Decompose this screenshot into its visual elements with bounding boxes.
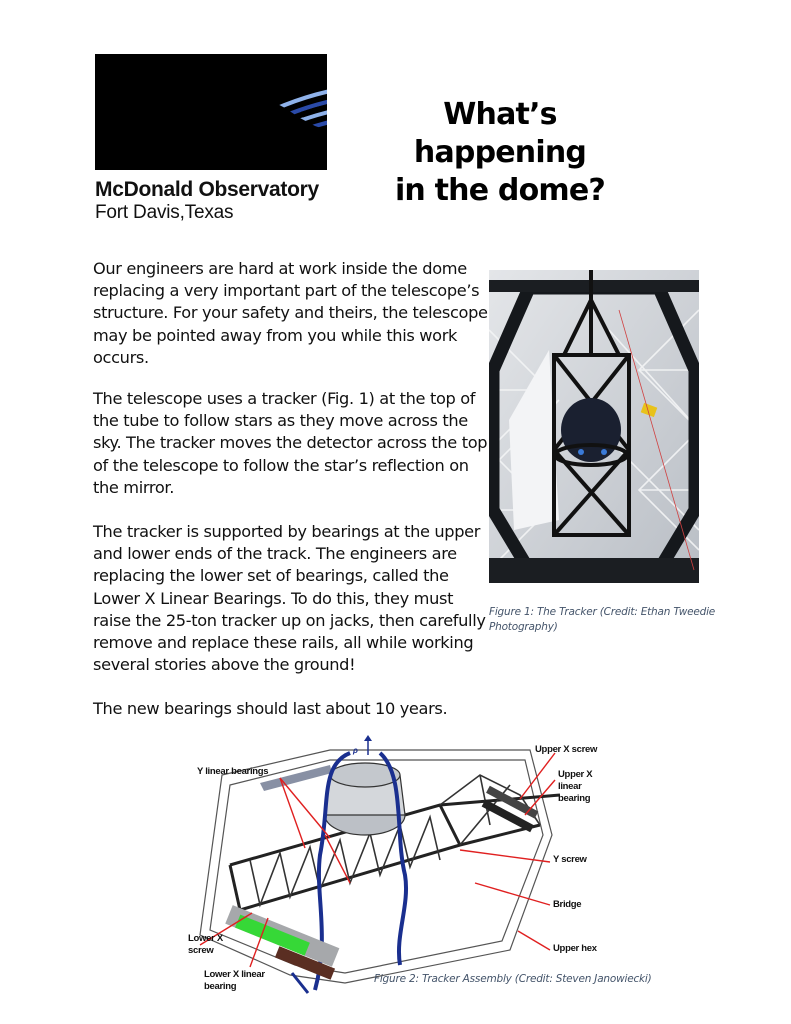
- figure-2-tracker-assembly: [180, 735, 630, 995]
- label-upper-x-screw: Upper X screw: [535, 744, 598, 755]
- observatory-logo-art: [95, 54, 327, 170]
- organization-location: Fort Davis,Texas: [95, 202, 234, 223]
- paragraph-bearings: The tracker is supported by bearings at the upper and lower ends of the track. The engineers are replacing the lower set of bearings, called the Lower X Linear Bearings. To do this, they must raise the 25-ton tracker up on jacks, then carefully remove and replace these rails, all while working several stories above the ground!: [93, 522, 486, 675]
- telescope-tracker-photo-icon: [489, 270, 699, 583]
- label-lower-x-linear-bearing: Lower X linear bearing: [204, 969, 265, 992]
- title-line-1: What’s happening: [413, 97, 587, 170]
- label-bridge: Bridge: [553, 899, 582, 910]
- figure-1-tracker-photo: [489, 270, 699, 583]
- paragraph-intro: Our engineers are hard at work inside the dome replacing a very important part of the telescope’s structure. For your safety and theirs, the telescope may be pointed away from you while this work occurs.: [93, 259, 488, 367]
- label-upper-x-linear-bearing: Upper X linear bearing: [558, 769, 593, 804]
- paragraph-lifespan: The new bearings should last about 10 years.: [93, 699, 448, 718]
- title-line-2: in the dome?: [394, 173, 606, 208]
- label-upper-hex: Upper hex: [553, 943, 597, 954]
- paragraph-tracker: The telescope uses a tracker (Fig. 1) at the top of the tube to follow stars as they move across the sky. The tracker moves the detector across the top of the telescope to follow the star’s reflection on the mirror.: [93, 389, 488, 497]
- organization-name: McDonald Observatory: [95, 178, 319, 201]
- star-trails-icon: [95, 54, 327, 170]
- label-y-linear-bearings: Y linear bearings: [197, 766, 269, 777]
- label-lower-x-screw: Lower X screw: [188, 933, 223, 956]
- figure-2-caption: Figure 2: Tracker Assembly (Credit: Steven Janowiecki): [374, 973, 652, 985]
- figure-1-caption: Figure 1: The Tracker (Credit: Ethan Tweedie Photography): [489, 606, 716, 633]
- label-y-screw: Y screw: [553, 854, 587, 865]
- page-title: [360, 96, 640, 210]
- rho-symbol: ρ: [353, 746, 358, 755]
